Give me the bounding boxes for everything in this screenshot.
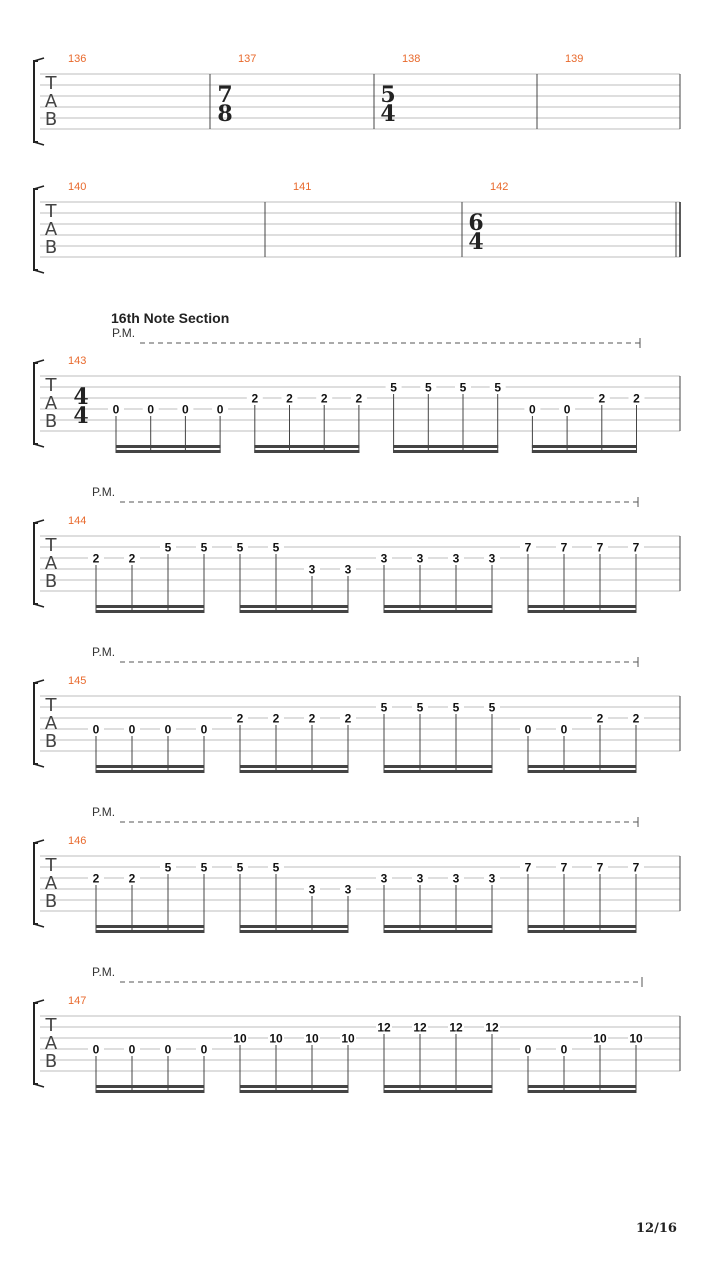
fret-number: 7 (596, 860, 604, 875)
fret-number: 3 (416, 871, 424, 886)
fret-number: 2 (598, 391, 606, 406)
fret-number: 5 (488, 700, 496, 715)
time-signature-bottom: 4 (73, 403, 89, 429)
beam-secondary (240, 765, 349, 768)
fret-number: 5 (164, 540, 172, 555)
measure-number: 147 (68, 995, 87, 1007)
fret-number: 0 (200, 1042, 208, 1057)
tab-letter: B (44, 109, 58, 130)
measure-number: 139 (565, 53, 584, 65)
tab-letter: B (44, 731, 58, 752)
fret-number: 0 (524, 722, 532, 737)
beam-primary (528, 610, 637, 613)
beam-primary (240, 930, 349, 933)
tab-letter: T (45, 855, 57, 876)
fret-number: 5 (200, 540, 208, 555)
bracket-hook-top (34, 520, 44, 523)
measure-number: 146 (68, 835, 87, 847)
fret-number: 2 (251, 391, 259, 406)
beam-primary (384, 770, 493, 773)
beam-secondary (384, 1085, 493, 1088)
tab-letter: A (44, 553, 58, 574)
system-bracket (34, 843, 38, 924)
fret-number: 2 (633, 391, 640, 406)
beam-primary (532, 450, 637, 453)
fret-number: 0 (128, 722, 136, 737)
tab-letter: A (44, 1033, 58, 1054)
fret-number: 0 (164, 1042, 172, 1057)
fret-number: 5 (452, 700, 460, 715)
bracket-hook-bottom (34, 604, 44, 607)
beam-primary (116, 450, 221, 453)
palm-mute-label: P.M. (92, 965, 116, 979)
time-signature-bottom: 8 (217, 101, 233, 127)
fret-number: 5 (416, 700, 424, 715)
tab-letter: A (44, 91, 58, 112)
beam-secondary (528, 925, 637, 928)
bracket-hook-top (34, 840, 44, 843)
beam-secondary (240, 1085, 349, 1088)
fret-number: 12 (485, 1020, 499, 1035)
system-bracket (34, 683, 38, 764)
tab-letter: A (44, 393, 58, 414)
beam-secondary (393, 445, 498, 448)
fret-number: 0 (200, 722, 208, 737)
fret-number: 12 (413, 1020, 427, 1035)
fret-number: 2 (272, 711, 280, 726)
fret-number: 7 (524, 860, 532, 875)
beam-primary (96, 1090, 205, 1093)
fret-number: 7 (560, 540, 568, 555)
fret-number: 0 (182, 402, 189, 417)
system-bracket (34, 523, 38, 604)
fret-number: 7 (560, 860, 568, 875)
fret-number: 5 (236, 860, 244, 875)
system-bracket (34, 189, 38, 270)
bracket-hook-bottom (34, 1084, 44, 1087)
fret-number: 3 (308, 562, 316, 577)
fret-number: 5 (272, 540, 280, 555)
tab-letter: B (44, 891, 58, 912)
fret-number: 3 (344, 562, 352, 577)
tab-letter: T (45, 201, 57, 222)
beam-primary (96, 770, 205, 773)
fret-number: 2 (92, 871, 100, 886)
fret-number: 5 (272, 860, 280, 875)
fret-number: 5 (236, 540, 244, 555)
fret-number: 7 (596, 540, 604, 555)
measure-number: 138 (402, 53, 421, 65)
fret-number: 2 (286, 391, 293, 406)
tab-letter: T (45, 695, 57, 716)
fret-number: 3 (416, 551, 424, 566)
fret-number: 0 (563, 402, 571, 417)
beam-secondary (254, 445, 359, 448)
beam-secondary (96, 605, 205, 608)
fret-number: 5 (424, 380, 432, 395)
tab-letter: B (44, 411, 58, 432)
tab-letter: T (45, 1015, 57, 1036)
time-signature-top: 4 (73, 384, 89, 410)
fret-number: 0 (164, 722, 172, 737)
bracket-hook-bottom (34, 142, 44, 145)
fret-number: 5 (200, 860, 208, 875)
palm-mute-label: P.M. (92, 485, 116, 499)
beam-primary (384, 1090, 493, 1093)
time-signature-bottom: 4 (380, 101, 396, 127)
beam-primary (240, 1090, 349, 1093)
system-bracket (34, 61, 38, 142)
time-signature-top: 7 (217, 82, 233, 108)
fret-number: 5 (380, 700, 388, 715)
fret-number: 3 (344, 882, 352, 897)
time-signature-bottom: 4 (468, 229, 484, 255)
tab-letter: T (45, 73, 57, 94)
fret-number: 0 (524, 1042, 532, 1057)
fret-number: 2 (320, 391, 328, 406)
fret-number: 0 (560, 722, 568, 737)
fret-number: 10 (593, 1031, 607, 1046)
beam-secondary (96, 925, 205, 928)
bracket-hook-bottom (34, 270, 44, 273)
fret-number: 12 (377, 1020, 391, 1035)
fret-number: 3 (452, 871, 460, 886)
fret-number: 0 (147, 402, 155, 417)
measure-number: 141 (293, 181, 312, 193)
tab-letter: B (44, 1051, 58, 1072)
fret-number: 3 (380, 871, 388, 886)
bracket-hook-top (34, 680, 44, 683)
fret-number: 10 (269, 1031, 283, 1046)
beam-secondary (96, 765, 205, 768)
time-signature-top: 6 (468, 210, 484, 236)
fret-number: 2 (355, 391, 363, 406)
tab-letter: B (44, 571, 58, 592)
tab-letter: B (44, 237, 58, 258)
beam-secondary (528, 765, 637, 768)
beam-primary (528, 770, 637, 773)
bracket-hook-bottom (34, 924, 44, 927)
fret-number: 0 (92, 1042, 100, 1057)
measure-number: 143 (68, 355, 87, 367)
fret-number: 3 (308, 882, 316, 897)
system-bracket (34, 1003, 38, 1084)
fret-number: 2 (344, 711, 352, 726)
tab-letter: T (45, 375, 57, 396)
fret-number: 0 (92, 722, 100, 737)
beam-secondary (240, 925, 349, 928)
palm-mute-label: P.M. (112, 326, 136, 340)
fret-number: 0 (216, 402, 224, 417)
page-number: 12/16 (636, 1221, 677, 1236)
fret-number: 3 (488, 871, 496, 886)
fret-number: 7 (524, 540, 532, 555)
beam-primary (254, 450, 359, 453)
beam-secondary (528, 1085, 637, 1088)
beam-secondary (528, 605, 637, 608)
palm-mute-label: P.M. (92, 645, 116, 659)
beam-primary (384, 930, 493, 933)
fret-number: 2 (236, 711, 244, 726)
fret-number: 2 (632, 711, 640, 726)
beam-primary (528, 930, 637, 933)
bracket-hook-top (34, 1000, 44, 1003)
fret-number: 2 (92, 551, 100, 566)
fret-number: 10 (629, 1031, 643, 1046)
measure-number: 140 (68, 181, 87, 193)
fret-number: 0 (112, 402, 120, 417)
section-title: 16th Note Section (111, 310, 230, 326)
beam-primary (528, 1090, 637, 1093)
beam-secondary (240, 605, 349, 608)
system-bracket (34, 363, 38, 444)
measure-number: 144 (68, 515, 87, 527)
fret-number: 5 (390, 380, 397, 395)
fret-number: 5 (494, 380, 502, 395)
beam-secondary (116, 445, 221, 448)
beam-secondary (384, 605, 493, 608)
beam-secondary (384, 925, 493, 928)
fret-number: 5 (164, 860, 172, 875)
palm-mute-label: P.M. (92, 805, 116, 819)
beam-secondary (96, 1085, 205, 1088)
bracket-hook-top (34, 58, 44, 61)
bracket-hook-bottom (34, 444, 44, 447)
measure-number: 137 (238, 53, 257, 65)
beam-secondary (384, 765, 493, 768)
beam-secondary (532, 445, 637, 448)
bracket-hook-bottom (34, 764, 44, 767)
fret-number: 2 (596, 711, 604, 726)
tab-letter: A (44, 873, 58, 894)
beam-primary (393, 450, 498, 453)
fret-number: 2 (128, 551, 136, 566)
fret-number: 10 (341, 1031, 355, 1046)
tab-letter: A (44, 713, 58, 734)
measure-number: 136 (68, 53, 87, 65)
time-signature-top: 5 (380, 82, 396, 108)
fret-number: 7 (632, 540, 640, 555)
fret-number: 0 (560, 1042, 568, 1057)
tab-letter: A (44, 219, 58, 240)
bracket-hook-top (34, 186, 44, 189)
beam-primary (384, 610, 493, 613)
bracket-hook-top (34, 360, 44, 363)
fret-number: 7 (632, 860, 640, 875)
fret-number: 5 (459, 380, 467, 395)
fret-number: 12 (449, 1020, 463, 1035)
measure-number: 145 (68, 675, 87, 687)
fret-number: 3 (380, 551, 388, 566)
beam-primary (96, 610, 205, 613)
fret-number: 3 (452, 551, 460, 566)
fret-number: 10 (305, 1031, 319, 1046)
fret-number: 2 (128, 871, 136, 886)
beam-primary (240, 770, 349, 773)
fret-number: 10 (233, 1031, 247, 1046)
fret-number: 2 (308, 711, 316, 726)
beam-primary (96, 930, 205, 933)
fret-number: 3 (488, 551, 496, 566)
tab-letter: T (45, 535, 57, 556)
fret-number: 0 (128, 1042, 136, 1057)
fret-number: 0 (529, 402, 536, 417)
measure-number: 142 (490, 181, 509, 193)
beam-primary (240, 610, 349, 613)
